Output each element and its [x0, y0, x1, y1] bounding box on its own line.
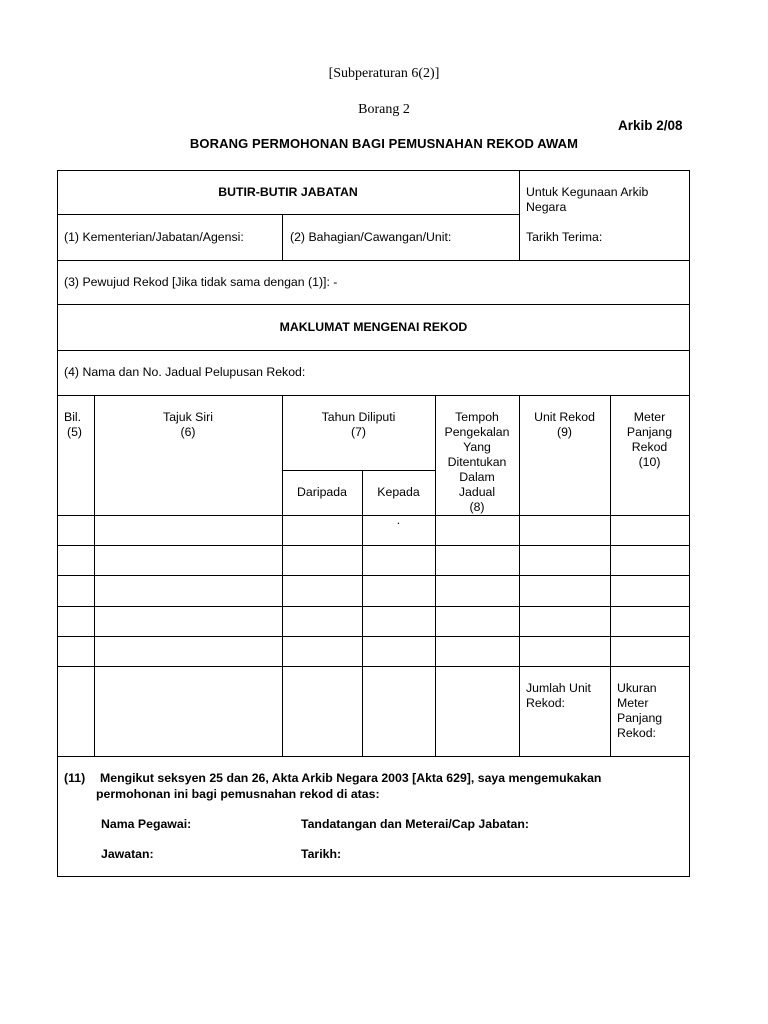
col-header-record-unit: [519, 410, 610, 440]
grid-line: [57, 636, 690, 637]
header-line: Pengekalan: [444, 425, 510, 439]
disposal-schedule-label: (4) Nama dan No. Jadual Pelupusan Rekod:: [64, 365, 306, 379]
grid-line: [57, 575, 690, 576]
division-field-label: (2) Bahagian/Cawangan/Unit:: [290, 230, 452, 244]
col-header-meter-length: [610, 410, 689, 470]
total-record-units-label: [526, 681, 591, 711]
row-mark: .: [396, 513, 401, 527]
col-header-series-title: [94, 410, 282, 440]
grid-line: [282, 395, 283, 757]
grid-line: [57, 545, 690, 546]
table-border-top: [57, 170, 690, 171]
position-label: Jawatan:: [101, 847, 154, 861]
declaration-number: (11): [64, 771, 86, 785]
header-line: Rekod: [631, 440, 668, 454]
grid-line: [57, 214, 519, 215]
col-header-bil: [64, 410, 82, 440]
officer-name-label: Nama Pegawai:: [101, 817, 192, 831]
header-line: Tempoh: [455, 410, 499, 424]
table-border-left: [57, 170, 58, 877]
grid-line: [57, 666, 690, 667]
office-use-line: Untuk Kegunaan Arkib: [526, 185, 649, 199]
record-creator-label: (3) Pewujud Rekod [Jika tidak sama dengan (1)]: -: [64, 275, 338, 289]
grid-line: [519, 395, 520, 757]
grid-line: [57, 606, 690, 607]
header-line: Bil.: [64, 410, 82, 424]
total-line: Ukuran: [617, 681, 657, 695]
form-number: Borang 2: [358, 102, 410, 117]
declaration-text-line1: Mengikut seksyen 25 dan 26, Akta Arkib Negara 2003 [Akta 629], saya mengemukakan: [100, 771, 602, 785]
dept-details-heading: BUTIR-BUTIR JABATAN: [218, 185, 358, 199]
date-label: Tarikh:: [301, 847, 342, 861]
ministry-field-label: (1) Kementerian/Jabatan/Agensi:: [64, 230, 244, 244]
header-line: (7): [350, 425, 367, 439]
total-line: Meter: [617, 696, 649, 710]
declaration-text-line2: permohonan ini bagi pemusnahan rekod di atas:: [96, 787, 380, 801]
header-line: Tajuk Siri: [163, 410, 213, 424]
header-line: (6): [180, 425, 196, 439]
header-line: (10): [638, 455, 661, 469]
grid-line: [282, 214, 283, 261]
col-header-retention-period: [435, 410, 519, 515]
total-line: Jumlah Unit: [526, 681, 591, 695]
header-line: Ditentukan: [447, 455, 507, 469]
header-line: Jadual: [458, 485, 496, 499]
total-line: Panjang: [617, 711, 663, 725]
subregulation: [Subperaturan 6(2)]: [328, 66, 440, 81]
grid-line: [57, 395, 690, 396]
grid-line: [282, 470, 435, 471]
table-border-right: [689, 170, 690, 877]
archive-ref-code: Arkib 2/08: [618, 118, 683, 133]
col-header-from: Daripada: [297, 485, 347, 499]
col-header-to: Kepada: [377, 485, 420, 499]
header-line: (9): [556, 425, 573, 439]
header-line: Tahun Diliputi: [321, 410, 396, 424]
table-border-bottom: [57, 876, 690, 877]
form-title: BORANG PERMOHONAN BAGI PEMUSNAHAN REKOD AWAM: [189, 136, 579, 151]
grid-line: [57, 260, 690, 261]
col-header-years-covered: [282, 410, 435, 440]
record-info-heading: MAKLUMAT MENGENAI REKOD: [279, 320, 468, 334]
total-line: Rekod:: [526, 696, 565, 710]
header-line: (5): [67, 425, 83, 439]
office-use-label: [526, 185, 686, 215]
grid-line: [57, 350, 690, 351]
grid-line: [519, 170, 520, 261]
date-received-label: Tarikh Terima:: [526, 230, 603, 244]
total-meter-length-label: [617, 681, 662, 741]
header-line: Panjang: [626, 425, 673, 439]
office-use-line: Negara: [526, 200, 567, 214]
grid-line: [94, 395, 95, 757]
signature-stamp-label: Tandatangan dan Meterai/Cap Jabatan:: [301, 817, 529, 831]
header-line: Unit Rekod: [534, 410, 595, 424]
header-line: (8): [469, 500, 485, 514]
header-line: Dalam: [459, 470, 495, 484]
grid-line: [57, 756, 690, 757]
grid-line: [57, 304, 690, 305]
total-line: Rekod:: [617, 726, 656, 740]
header-line: Meter: [633, 410, 666, 424]
header-line: Yang: [463, 440, 491, 454]
